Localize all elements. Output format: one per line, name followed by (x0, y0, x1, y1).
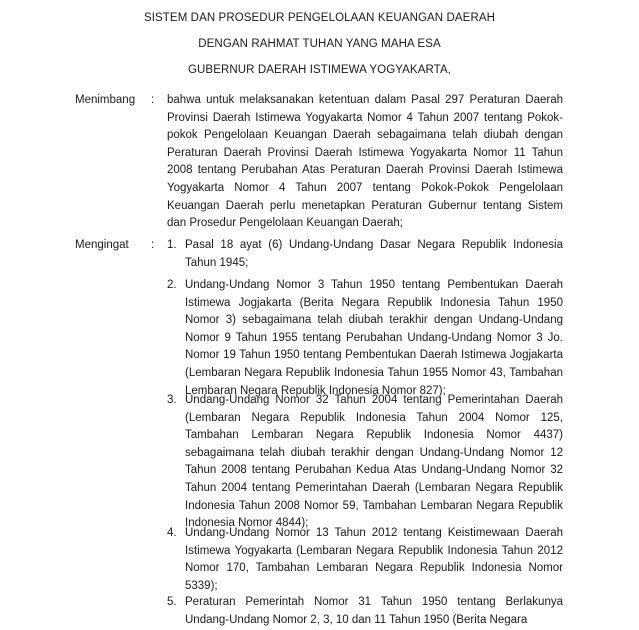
list-item-text: Undang-Undang Nomor 3 Tahun 1950 tentang Pembentukan Daerah Istimewa Jogjakarta (Berita Negara Republik Indonesia Tahun 1950 Nomor 3) sebagaimana telah diubah terakhir dengan Undang-Undang Nomor 9 Tahun 1955 tentang Perubahan Undang-Undang Nomor 3 Jo. Nomor 19 Tahun 1950 tentang Pembentukan Daerah Istimewa Jogjakarta (Lembaran Negara Republik Indonesia Tahun 1955 Nomor 43, Tambahan Lembaran Negara Republik Indonesia Nomor 827); (185, 279, 563, 397)
list-item-number: 3. (167, 394, 177, 406)
list-item-number: 5. (167, 596, 177, 608)
invocation-line: DENGAN RAHMAT TUHAN YANG MAHA ESA (198, 38, 441, 50)
list-item-text: Undang-Undang Nomor 32 Tahun 2004 tentang Pemerintahan Daerah (Lembaran Negara Republik Indonesia Tahun 2004 Nomor 125, Tambahan Lembaran Negara Republik Indonesia Nomor 4437) sebagaimana telah diubah terakhir dengan Undang-Undang Nomor 12 Tahun 2008 tentang Perubahan Kedua Atas Undang-Undang Nomor 32 Tahun 2004 tentang Pemerintahan Daerah (Lembaran Negara Republik Indonesia Tahun 2008 Nomor 59, Tambahan Lembaran Negara Republik Indonesia Nomor 4844); (185, 394, 563, 530)
list-item-number: 4. (167, 527, 177, 539)
mengingat-label: Mengingat (75, 239, 129, 251)
list-item-number: 2. (167, 279, 177, 291)
menimbang-colon: : (151, 94, 155, 106)
mengingat-colon: : (151, 239, 155, 251)
menimbang-label: Menimbang (75, 94, 136, 106)
list-item-text: Peraturan Pemerintah Nomor 31 Tahun 1950 tentang Berlakunya Undang-Undang Nomor 2, 3, 10 dan 11 Tahun 1950 (Berita Negara (185, 596, 563, 626)
regulation-title: SISTEM DAN PROSEDUR PENGELOLAAN KEUANGAN DAERAH (143, 12, 496, 24)
list-item-number: 1. (167, 239, 177, 251)
governor-line: GUBERNUR DAERAH ISTIMEWA YOGYAKARTA, (187, 64, 452, 76)
menimbang-text: bahwa untuk melaksanakan ketentuan dalam Pasal 297 Peraturan Daerah Provinsi Daerah Istimewa Yogyakarta Nomor 4 Tahun 2007 tentang Pokok-pokok Pengelolaan Keuangan Daerah sebagaimana telah diubah dengan Peraturan Daerah Provinsi Daerah Istimewa Yogyakarta Nomor 11 Tahun 2008 tentang Perubahan Atas Peraturan Daerah Provinsi Daerah Istimewa Yogyakarta Nomor 4 Tahun 2007 tentang Pokok-Pokok Pengelolaan Keuangan Daerah perlu menetapkan Peraturan Gubernur tentang Sistem dan Prosedur Pengelolaan Keuangan Daerah; (167, 94, 563, 230)
list-item-text: Pasal 18 ayat (6) Undang-Undang Dasar Negara Republik Indonesia Tahun 1945; (185, 239, 563, 269)
list-item-text: Undang-Undang Nomor 13 Tahun 2012 tentang Keistimewaan Daerah Istimewa Yogyakarta (Lembaran Negara Republik Indonesia Tahun 2012 Nomor 170, Tambahan Lembaran Negara Republik Indonesia Nomor 5339); (185, 527, 563, 592)
